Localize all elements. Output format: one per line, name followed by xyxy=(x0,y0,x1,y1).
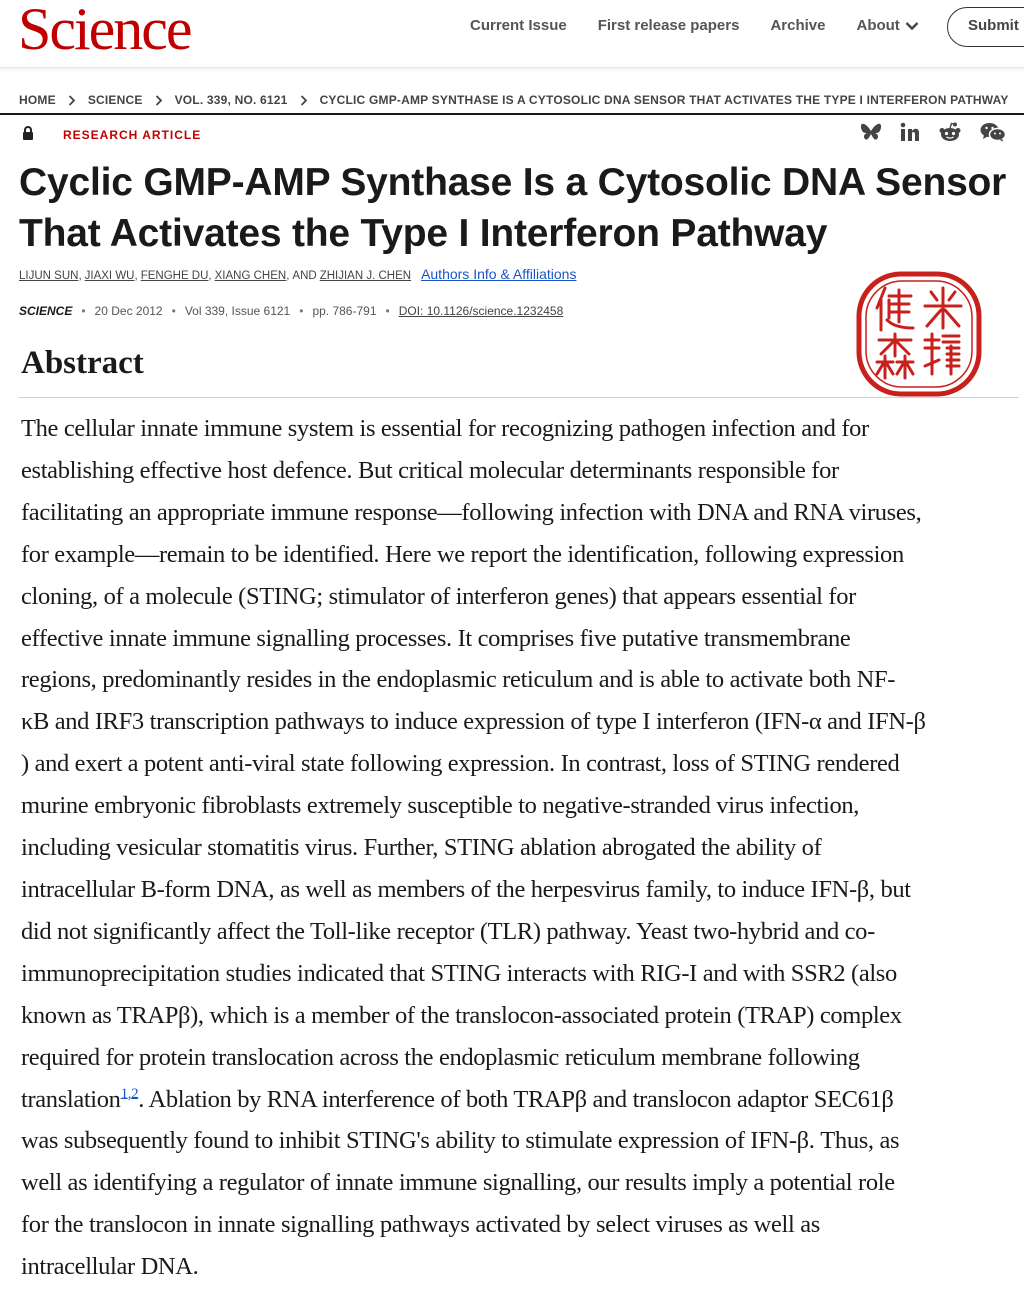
volume-issue[interactable]: Vol 339, Issue 6121 xyxy=(184,304,291,318)
author-link[interactable]: LIJUN SUN xyxy=(19,270,79,282)
nav-about[interactable] xyxy=(856,17,918,34)
abstract-line: immunoprecipitation studies indicated that STING interacts with RIG-I and with SSR2 (also xyxy=(21,959,897,987)
abstract-line: well as identifying a regulator of innate immune signalling, our results imply a potential role xyxy=(21,1169,895,1197)
article-title xyxy=(19,157,1019,259)
title-line-1: Cyclic GMP-AMP Synthase Is a Cytosolic DNA Sensor xyxy=(19,161,1007,204)
breadcrumb-divider xyxy=(0,113,1024,115)
wechat-icon[interactable] xyxy=(980,122,1006,142)
abstract-line: establishing effective host defence. But critical molecular determinants responsible for xyxy=(21,456,839,484)
abstract-line: κB and IRF3 transcription pathways to induce expression of type I interferon (IFN-α and IFN-β xyxy=(21,708,926,736)
lock-icon xyxy=(22,126,34,146)
chevron-right-icon xyxy=(300,95,308,106)
abstract-line: did not significantly affect the Toll-like receptor (TLR) pathway. Yeast two-hybrid and co- xyxy=(21,917,875,945)
breadcrumb-science[interactable]: SCIENCE xyxy=(87,93,143,107)
article-type-label: RESEARCH ARTICLE xyxy=(63,128,202,142)
abstract-line: ) and exert a potent anti-viral state following expression. In contrast, loss of STING rendered xyxy=(21,750,900,778)
author-and: AND xyxy=(292,270,317,282)
abstract-line: murine embryonic fibroblasts extremely susceptible to negative-stranded virus infection, xyxy=(21,792,860,820)
author-link[interactable]: JIAXI WU xyxy=(84,270,135,282)
abstract-line: The cellular innate immune system is essential for recognizing pathogen infection and for xyxy=(21,415,869,442)
chevron-down-icon xyxy=(905,21,919,31)
nav-first-release[interactable]: First release papers xyxy=(597,17,740,34)
title-line-2: That Activates the Type I Interferon Pathway xyxy=(19,212,828,255)
reference-link-2[interactable]: 2 xyxy=(131,1085,139,1102)
doi-link[interactable]: DOI: 10.1126/science.1232458 xyxy=(398,304,564,318)
bluesky-icon[interactable] xyxy=(860,122,882,142)
abstract-line: intracellular DNA. xyxy=(21,1253,199,1281)
abstract-line: including vesicular stomatitis virus. Further, STING ablation abrogated the ability of xyxy=(21,834,822,862)
nav-current-issue[interactable]: Current Issue xyxy=(470,17,567,34)
chevron-right-icon xyxy=(155,95,163,106)
author-list: LIJUN SUN , JIAXI WU , FENGHE DU , XIANG CHEN , AND ZHIJIAN J. CHEN Authors Info & Affiliations xyxy=(19,266,577,282)
journal-name: SCIENCE xyxy=(19,304,73,318)
chevron-right-icon xyxy=(68,95,76,106)
submit-button[interactable]: Submit xyxy=(947,7,1024,47)
main-nav xyxy=(470,17,950,34)
site-header xyxy=(0,0,1024,68)
abstract-divider xyxy=(19,397,1019,398)
abstract-line-with-refs: translation$^{1,2}$. Ablation by RNA interference of both TRAPβ and translocon adaptor SEC61β xyxy=(21,1085,894,1113)
abstract-line: for the translocon in innate signalling pathways activated by select viruses as well as xyxy=(21,1211,820,1239)
author-link[interactable]: ZHIJIAN J. CHEN xyxy=(319,270,412,282)
breadcrumb-home[interactable]: HOME xyxy=(19,93,56,107)
breadcrumb xyxy=(19,93,1009,107)
abstract-line: effective innate immune signalling processes. It comprises five putative transmembrane xyxy=(21,624,851,652)
abstract-line: facilitating an appropriate immune response—following infection with DNA and RNA viruses, xyxy=(21,498,922,526)
red-seal-stamp xyxy=(855,270,983,398)
abstract-line: required for protein translocation across the endoplasmic reticulum membrane following xyxy=(21,1043,860,1071)
author-link[interactable]: FENGHE DU xyxy=(140,270,209,282)
science-logo[interactable]: Science xyxy=(18,0,191,62)
nav-archive[interactable]: Archive xyxy=(770,17,826,34)
nav-about-label: About xyxy=(856,17,900,34)
share-icons xyxy=(860,122,1024,142)
reference-link-1[interactable]: 1 xyxy=(120,1085,128,1102)
page-range: pp. 786-791 xyxy=(312,304,377,318)
breadcrumb-volume[interactable]: VOL. 339, NO. 6121 xyxy=(174,93,288,107)
abstract-line: for example—remain to be identified. Here we report the identification, following expression xyxy=(21,540,904,568)
article-meta: SCIENCE • 20 Dec 2012 • Vol 339, Issue 6121 • pp. 786-791 • DOI: 10.1126/science.1232458 xyxy=(19,304,564,318)
abstract-line: intracellular B-form DNA, as well as members of the herpesvirus family, to induce IFN-β, but xyxy=(21,875,911,903)
abstract-text xyxy=(21,408,1016,1288)
author-link[interactable]: XIANG CHEN xyxy=(214,270,287,282)
abstract-line: was subsequently found to inhibit STING's ability to stimulate expression of IFN-β. Thus, as xyxy=(21,1127,900,1155)
linkedin-icon[interactable] xyxy=(900,122,920,142)
publication-date: 20 Dec 2012 xyxy=(94,304,163,318)
authors-info-link[interactable]: Authors Info & Affiliations xyxy=(421,266,577,282)
abstract-line: cloning, of a molecule (STING; stimulator of interferon genes) that appears essential for xyxy=(21,582,856,610)
reddit-icon[interactable] xyxy=(938,122,962,142)
abstract-line: regions, predominantly resides in the endoplasmic reticulum and is able to activate both NF- xyxy=(21,666,896,694)
abstract-line: known as TRAPβ), which is a member of the translocon-associated protein (TRAP) complex xyxy=(21,1001,902,1029)
breadcrumb-article: CYCLIC GMP-AMP SYNTHASE IS A CYTOSOLIC DNA SENSOR THAT ACTIVATES THE TYPE I INTERFERON PATHWAY xyxy=(319,93,1009,107)
abstract-heading: Abstract xyxy=(21,345,144,381)
